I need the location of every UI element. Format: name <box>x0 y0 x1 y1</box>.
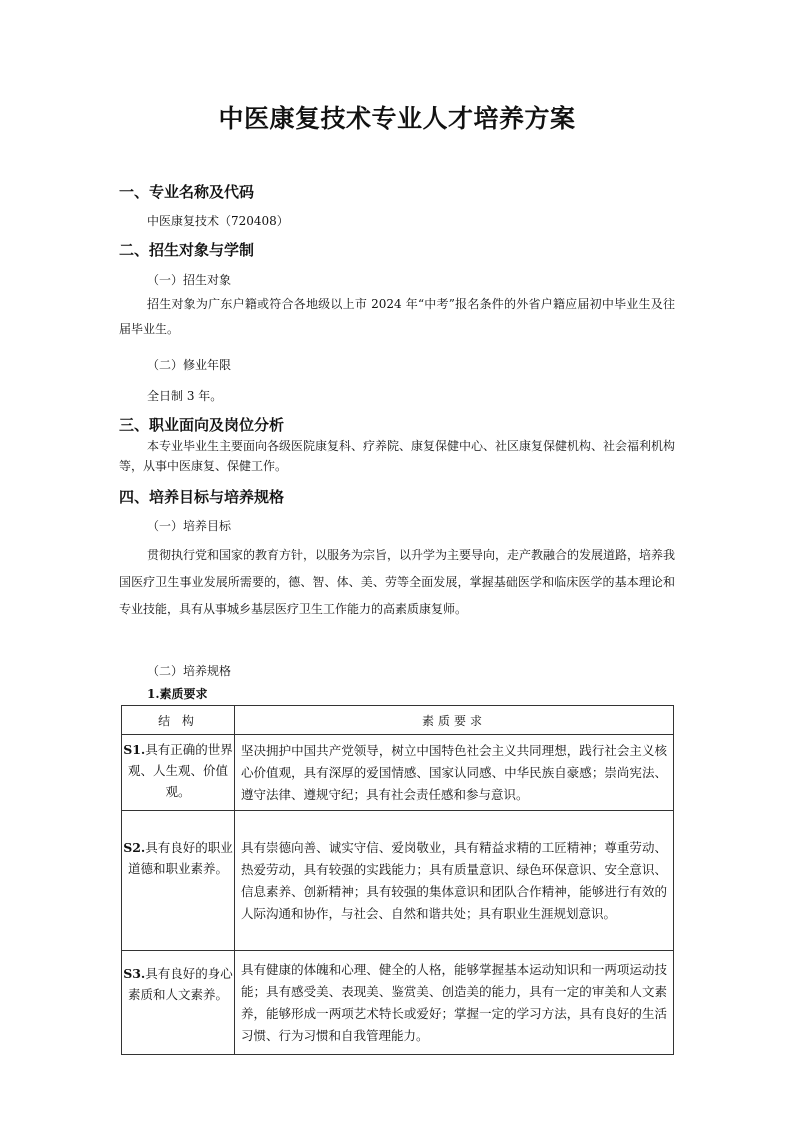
row-description: 具有健康的体魄和心理、健全的人格，能够掌握基本运动知识和一两项运动技能；具有感受美、表现美、鉴赏美、创造美的能力，具有一定的审美和人文素养，能够形成一两项艺术特长或爱好；掌握一定的学习方法，具有良好的生活习惯、行为习惯和自我管理能力。 <box>235 951 674 1055</box>
row-structure-cell <box>122 811 235 951</box>
row-description: 坚决拥护中国共产党领导，树立中国特色社会主义共同理想，践行社会主义核心价值观，具有深厚的爱国情感、国家认同感、中华民族自豪感；崇尚宪法、遵守法律、遵规守纪；具有社会责任感和参与意识。 <box>235 735 674 811</box>
table-caption: 1.素质要求 <box>147 687 208 701</box>
row-code: S3. <box>123 966 146 981</box>
row-description: 具有崇德向善、诚实守信、爱岗敬业，具有精益求精的工匠精神；尊重劳动、热爱劳动，具有较强的实践能力；具有质量意识、绿色环保意识、安全意识、信息素养、创新精神；具有较强的集体意识和团队合作精神，能够进行有效的人际沟通和协作，与社会、自然和谐共处；具有职业生涯规划意识。 <box>235 811 674 951</box>
row-name: 具有良好的身心素质和人文素养。 <box>127 966 233 1002</box>
document-title: 中医康复技术专业人才培养方案 <box>218 104 576 133</box>
subsection-training-goal: （一）培养目标 <box>147 519 232 533</box>
section-3-heading: 三、职业面向及岗位分析 <box>119 416 285 434</box>
row-structure-cell <box>122 951 235 1055</box>
table-row <box>122 951 674 1055</box>
subsection-training-spec: （二）培养规格 <box>147 664 232 678</box>
row-code: S2. <box>123 840 146 855</box>
quality-requirements-table <box>121 705 674 1055</box>
row-name: 具有良好的职业道德和职业素养。 <box>127 840 233 876</box>
major-name-code: 中医康复技术（720408） <box>147 214 289 228</box>
training-goal-text: 贯彻执行党和国家的教育方针，以服务为宗旨，以升学为主要导向，走产教融合的发展道路，培养我国医疗卫生事业发展所需要的，德、智、体、美、劳等全面发展，掌握基础医学和临床医学的基本理论和专业技能，具有从事城乡基层医疗卫生工作能力的高素质康复师。 <box>119 548 676 616</box>
row-code: S1. <box>123 742 146 757</box>
study-duration-text: 全日制 3 年。 <box>147 389 223 403</box>
row-name: 具有正确的世界观、人生观、价值观。 <box>127 742 233 799</box>
section-1-heading: 一、专业名称及代码 <box>119 183 255 201</box>
table-header-row <box>122 706 674 735</box>
header-structure: 结 构 <box>122 706 235 735</box>
section-2-heading: 二、招生对象与学制 <box>119 241 255 259</box>
subsection-enrollment-target: （一）招生对象 <box>147 273 232 287</box>
row-structure-cell <box>122 735 235 811</box>
subsection-study-duration: （二）修业年限 <box>147 358 232 372</box>
header-quality-requirements: 素质要求 <box>235 706 674 735</box>
career-orientation-text: 本专业毕业生主要面向各级医院康复科、疗养院、康复保健中心、社区康复保健机构、社会福利机构等，从事中医康复、保健工作。 <box>119 439 676 473</box>
enrollment-target-text: 招生对象为广东户籍或符合各地级以上市 2024 年“中考”报名条件的外省户籍应届初中毕业生及往届毕业生。 <box>119 297 675 336</box>
section-4-heading: 四、培养目标与培养规格 <box>119 488 285 506</box>
table-row <box>122 735 674 811</box>
table-row <box>122 811 674 951</box>
